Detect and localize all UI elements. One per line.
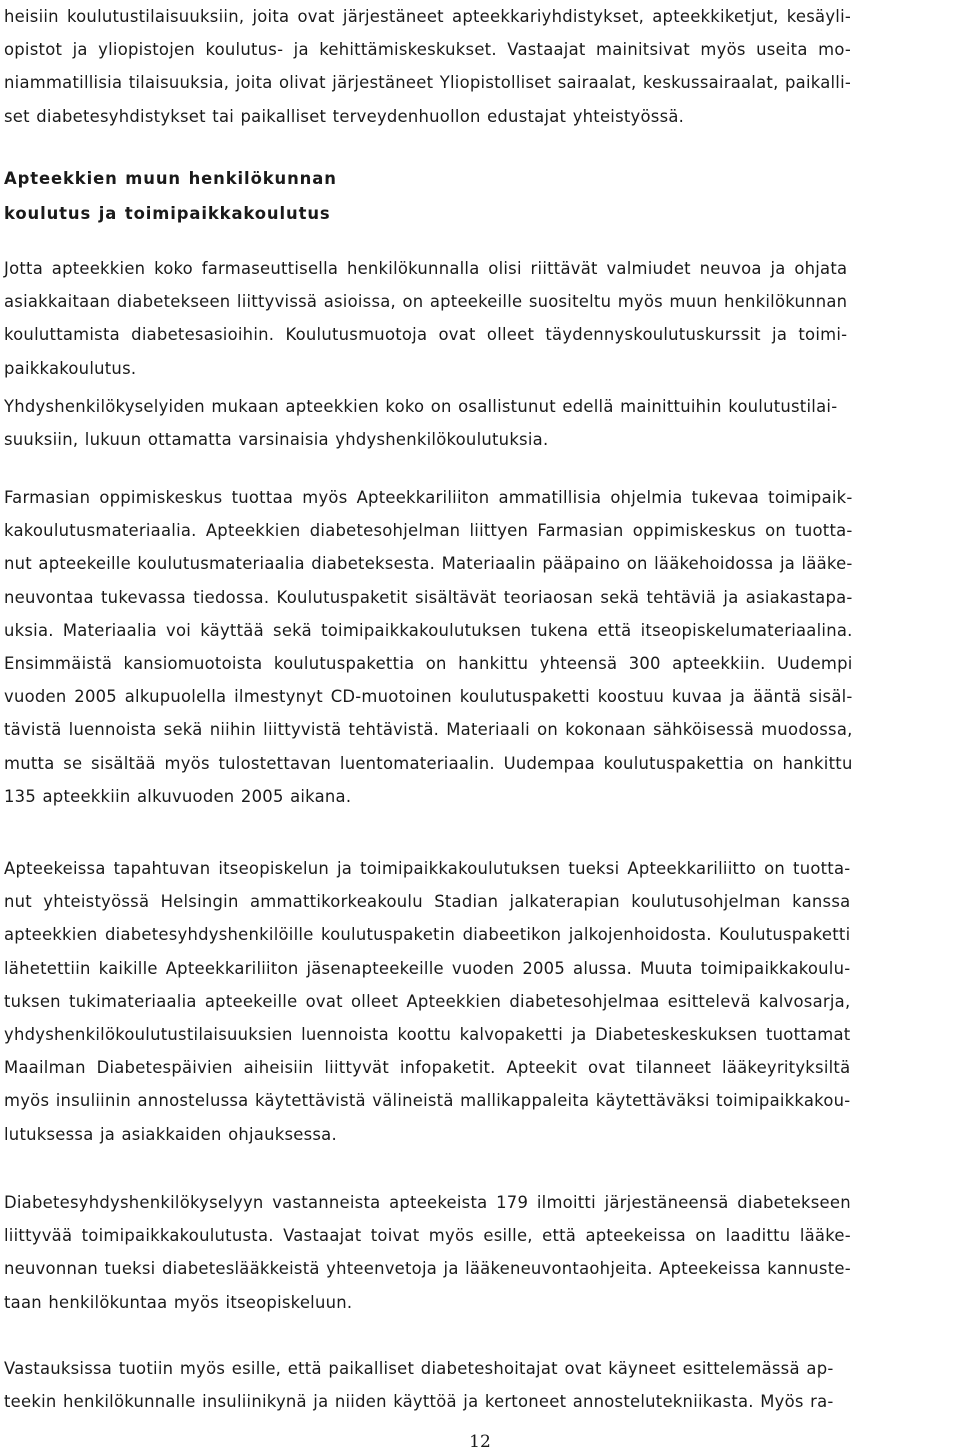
text-line: kakoulutusmateriaalia. Apteekkien diabetesohjelman liittyen Farmasian oppimiskeskus on tuotta- [4,521,853,541]
text-line: myös insuliinin annostelussa käytettävistä välineistä mallikappaleita käytettäväksi toimipaikkakou- [4,1091,851,1111]
text-line: Jotta apteekkien koko farmaseuttisella henkilökunnalla olisi riittävät valmiudet neuvoa ja ohjata [4,259,848,278]
text-line: Farmasian oppimiskeskus tuottaa myös Apteekkariliiton ammatillisia ohjelmia tukevaa toimipaik- [4,488,853,507]
text-line: Yhdyshenkilökyselyiden mukaan apteekkien koko on osallistunut edellä mainittuihin koulutustilai- [4,397,838,416]
text-line: paikkakoulutus. [4,358,137,378]
heading-line: koulutus ja toimipaikkakoulutus [4,204,331,223]
text-line: lähetettiin kaikille Apteekkariliiton jäsenapteekeille vuoden 2005 alussa. Muuta toimipaikkakoulu- [4,958,851,978]
text-line: heisiin koulutustilaisuuksiin, joita ovat järjestäneet apteekkariyhdistykset, apteekkiketjut, kesäyli- [4,7,852,26]
paragraph-4 [4,481,853,813]
text-line: opistot ja yliopistojen koulutus- ja kehittämiskeskukset. Vastaajat mainitsivat myös useita mo- [4,40,852,60]
text-line: yhdyshenkilökoulutustilaisuuksien luennoista koottu kalvopaketti ja Diabeteskeskuksen tuottamat [4,1024,851,1044]
text-line: neuvonnan tueksi diabeteslääkkeistä yhteenvetoja ja lääkeneuvontaohjeita. Apteekeissa kannuste- [4,1259,851,1279]
text-line: tävistä luennoista sekä niihin liittyvistä tehtävistä. Materiaali on kokonaan sähköisessä muodossa, [4,720,853,740]
paragraph-6 [4,1186,851,1319]
section-heading [4,161,337,231]
text-line: nut yhteistyössä Helsingin ammattikorkeakoulu Stadian jalkaterapian koulutusohjelman kanssa [4,892,851,912]
paragraph-1 [4,0,851,133]
text-line: Ensimmäistä kansiomuotoista koulutuspakettia on hankittu yhteensä 300 apteekkiin. Uudempi [4,653,853,673]
text-line: vuoden 2005 alkupuolella ilmestynyt CD-muotoinen koulutuspaketti koostuu kuvaa ja ääntä sisäl- [4,687,853,707]
text-line: taan henkilökuntaa myös itseopiskeluun. [4,1292,353,1312]
text-line: Vastauksissa tuotiin myös esille, että paikalliset diabeteshoitajat ovat käyneet esittelemässä ap- [4,1359,834,1378]
text-line: nut apteekeille koulutusmateriaalia diabeteksesta. Materiaalin pääpaino on lääkehoidossa ja lääke- [4,554,853,574]
text-line: Diabetesyhdyshenkilökyselyyn vastanneista apteekeista 179 ilmoitti järjestäneensä diabetekseen [4,1193,851,1212]
text-line: kouluttamista diabetesasioihin. Koulutusmuotoja ovat olleet täydennyskoulutuskurssit ja toimi- [4,325,848,345]
text-line: liittyvää toimipaikkakoulutusta. Vastaajat toivat myös esille, että apteekeissa on laadittu lääke- [4,1226,851,1246]
text-line: tuksen tukimateriaalia apteekeille ovat olleet Apteekkien diabetesohjelmaa esittelevä kalvosarja, [4,991,851,1011]
text-line: Apteekeissa tapahtuvan itseopiskelun ja toimipaikkakoulutuksen tueksi Apteekkariliitto on tuotta- [4,859,851,878]
text-line: 135 apteekkiin alkuvuoden 2005 aikana. [4,786,352,806]
text-line: apteekkien diabetesyhdyshenkilöille koulutuspaketin diabeetikon jalkojenhoidosta. Koulutuspaketti [4,925,851,945]
text-line: lutuksessa ja asiakkaiden ohjauksessa. [4,1124,337,1144]
text-line: asiakkaitaan diabetekseen liittyvissä asioissa, on apteekeille suositeltu myös muun henkilökunnan [4,292,848,312]
text-line: mutta se sisältää myös tulostettavan luentomateriaalin. Uudempaa koulutuspakettia on hankittu [4,753,853,773]
text-line: neuvontaa tukevassa tiedossa. Koulutuspaketit sisältävät teoriaosan sekä tehtäviä ja asiakastapa- [4,587,853,607]
page-number: 12 [469,1432,491,1452]
paragraph-5 [4,852,850,1151]
paragraph-3 [4,390,837,456]
text-line: uksia. Materiaalia voi käyttää sekä toimipaikkakoulutuksen tukena että itseopiskelumateriaalina. [4,620,853,640]
text-line: teekin henkilökunnalle insuliinikynä ja niiden käyttöä ja kertoneet annostelutekniikasta. Myös ra- [4,1392,834,1412]
text-line: suuksiin, lukuun ottamatta varsinaisia yhdyshenkilökoulutuksia. [4,430,549,450]
text-line: set diabetesyhdistykset tai paikalliset terveydenhuollon edustajat yhteistyössä. [4,106,685,126]
paragraph-7 [4,1352,834,1418]
text-line: Maailman Diabetespäivien aiheisiin liittyvät infopaketit. Apteekit ovat tilanneet lääkeyrityksiltä [4,1058,851,1078]
text-line: niammatillisia tilaisuuksia, joita olivat järjestäneet Yliopistolliset sairaalat, keskussairaalat, paikalli- [4,73,852,93]
paragraph-2 [4,252,847,385]
heading-line: Apteekkien muun henkilökunnan [4,169,337,188]
